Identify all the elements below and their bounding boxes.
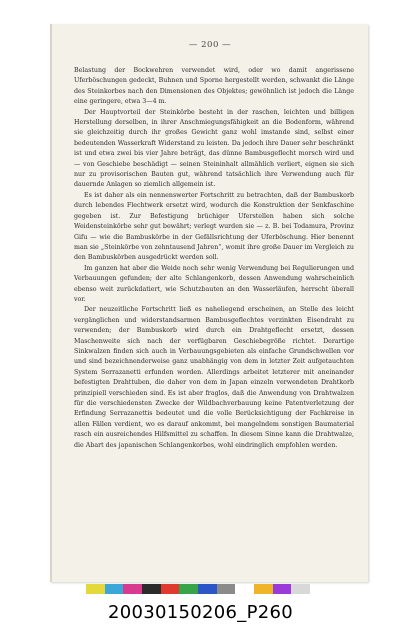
color-swatch <box>273 584 292 594</box>
book-page <box>50 24 368 582</box>
paragraph-3: Es ist daher als ein nennenswerter Fortschritt zu betrachten, daß der Bambuskorb durch lebendes Flechtwerk ersetzt wird, wodurch die Konstruktion der Senkfaschine gegeben ist. Zur Befestigung brüchiger Uferstellen haben sich solche Weidensteinkörbe sehr gut bewährt; verlegt wurden sie — z. B. bei Todamura, Provinz Gifu — wie die Bambuskörbe in der Gefällsrichtung der Uferböschung. Hier benennt man sie „Steinkörbe von zehntausend Jahren“, womit ihre große Dauer im Vergleich zu den Bambuskörben ausgedrückt werden soll. <box>74 191 354 262</box>
color-swatch <box>142 584 161 594</box>
paragraph-5: Der neuzeitliche Fortschritt ließ es naheliegend erscheinen, an Stelle des leicht vergänglichen und widerstandsarmen Bambusgeflechtes verzinkten Eisendraht zu verwenden; der Bambuskorb wird durch ein Drahtgeflecht ersetzt, dessen Maschenweite sich nach der verfügbaren Geschiebegröße richtet. Derartige Sinkwalzen finden sich auch in Verbauungsgebieten als einfache Grundschwellen vor und sind bezeichnenderweise ganz unabhängig von dem in letzter Zeit aufgetauchten System Serrazanetti erfunden worden. Allerdings arbeitet letzterer mit aneinander befestigten Drahttuben, die daher von dem in Japan einzeln verwendeten Drahtkorb prinzipiell verschieden sind. Es ist aber fraglos, daß die Anwendung von Drahtwalzen für die verschiedensten Zwecke der Wildbachverbauung keine Patentverletzung der Erfindung Serrazanettis bedeutet und die volle Berücksichtigung der Fachkreise in allen Fällen verdient, wo es darauf ankommt, bei mangelndem sonstigen Baumaterial rasch ein ausreichendes Hilfsmittel zu schaffen. In diesem Sinne kann die Drahtwalze, die Abart des japanischen Schlangenkorbes, wohl eindringlich empfohlen werden. <box>74 306 354 449</box>
color-swatch <box>217 584 236 594</box>
color-swatch <box>123 584 142 594</box>
body-text <box>74 66 354 451</box>
color-swatch <box>105 584 124 594</box>
paragraph-2: Der Hauptvorteil der Steinkörbe besteht in der raschen, leichten und billigen Herstellung derselben, in ihrer Anschmiegungsfähigkeit an die Bodenform, während sie gleichzeitig durch ihr großes Gewicht ganz wohl imstande sind, selbst einer bedeutenden Wasserkraft Widerstand zu leisten. Da jedoch ihre Dauer sehr beschränkt ist und etwa zwei bis vier Jahre beträgt, das dünne Bambusgeflecht morsch wird und — von Geschiebe beschädigt — seinen Steininhalt allmählich verliert, eignen sie sich nur zu provisorischen Bauten gut, während tatsächlich ihre Verwendung auch für dauernde Anlagen so ziemlich allgemein ist. <box>74 108 354 189</box>
color-calibration-strip <box>86 584 310 594</box>
color-swatch <box>291 584 310 594</box>
color-swatch <box>198 584 217 594</box>
page-number: — 200 — <box>188 40 232 50</box>
paragraph-1: Belastung der Bockwehren verwendet wird, oder wo damit angerissene Uferböschungen gedeckt, Buhnen und Sporne hergestellt werden, schwankt die Länge des Steinkorbes nach den Dimensionen des Objektes; gewöhnlich ist jedoch die Länge eine geringere, etwa 3—4 m. <box>74 67 354 106</box>
color-swatch <box>86 584 105 594</box>
color-swatch <box>161 584 180 594</box>
color-swatch <box>179 584 198 594</box>
color-swatch <box>235 584 254 594</box>
paragraph-4: Im ganzen hat aber die Weide noch sehr wenig Verwendung bei Regulierungen und Verbauungen gefunden; der alte Schlangenkorb, dessen Anwendung wahrscheinlich ebenso weit zurückdatiert, wie Schutzbauten an den Wasserläufen, herrscht überall vor. <box>74 264 354 303</box>
color-swatch <box>254 584 273 594</box>
image-id-caption: 20030150206_P260 <box>108 602 293 623</box>
